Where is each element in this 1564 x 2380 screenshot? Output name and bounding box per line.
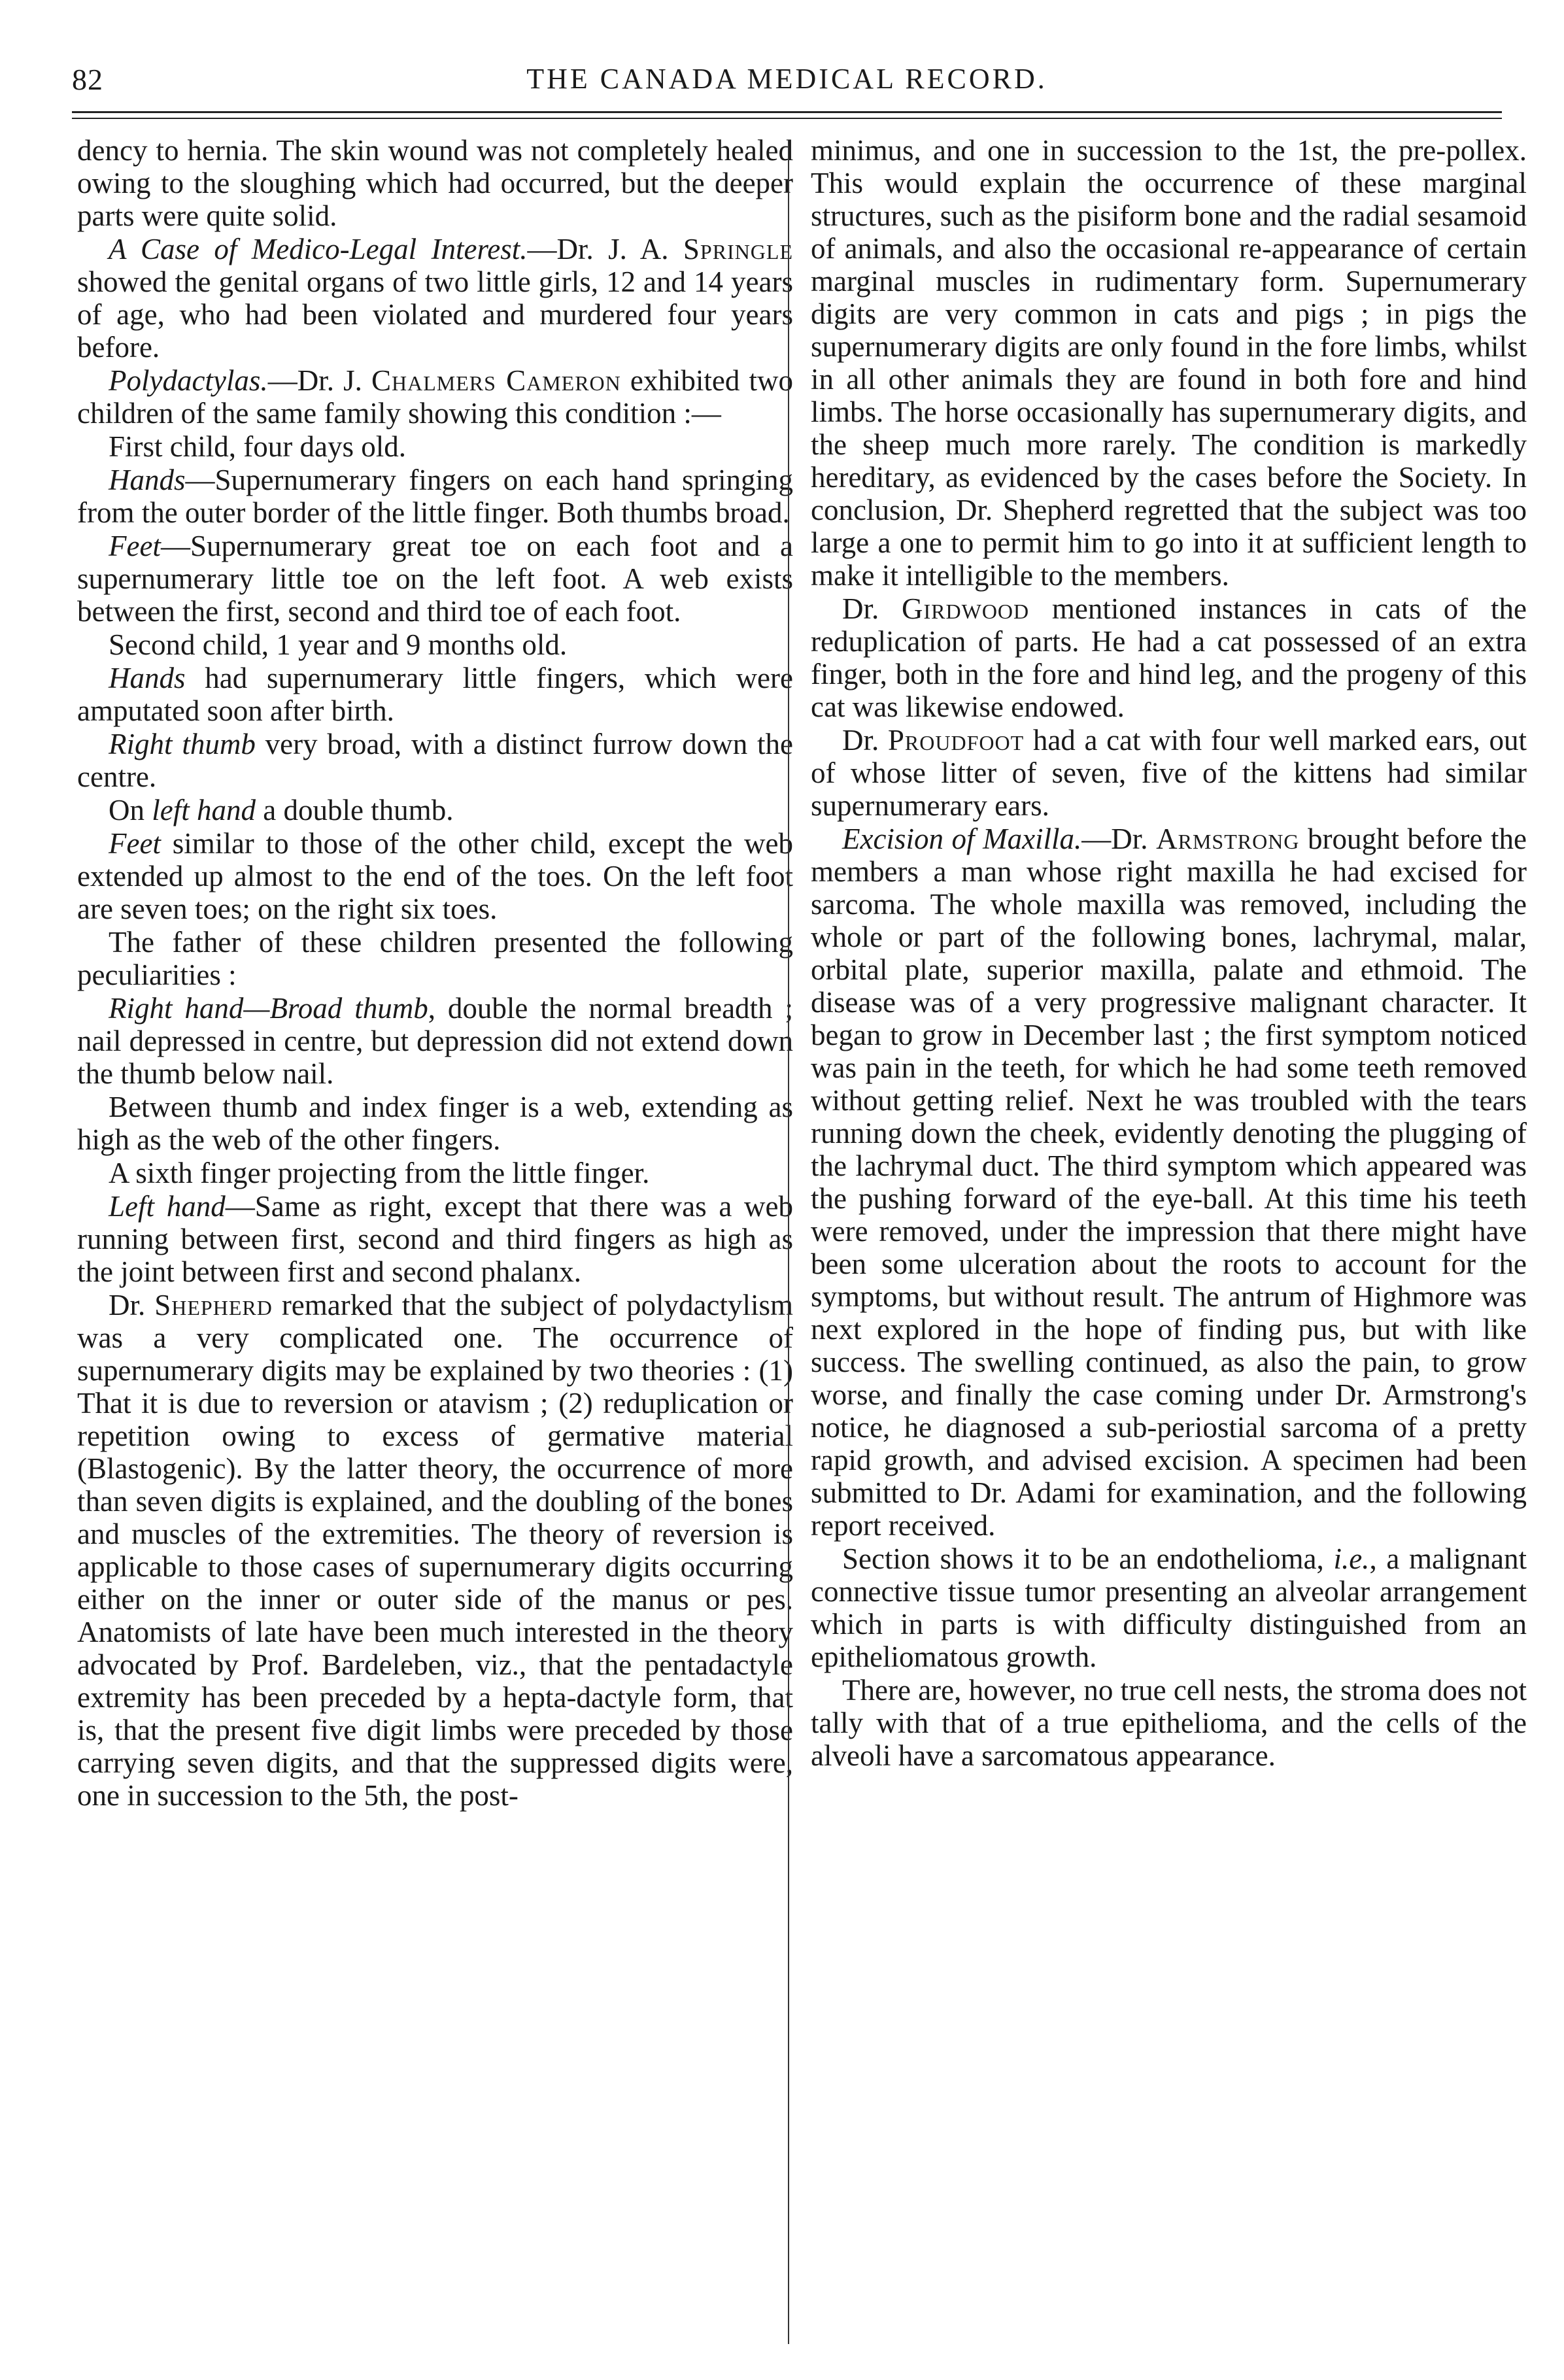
- page-number: 82: [72, 63, 103, 96]
- italic-abbreviation: i.e.: [1333, 1542, 1370, 1575]
- paragraph-text: Between thumb and index finger is a web, extending as high as the web of the other fingers.: [77, 1091, 793, 1156]
- paragraph-text: There are, however, no true cell nests, the stroma does not tally with that of a true epithelioma, and the cells of the alveoli have a sarcomatous appearance.: [811, 1674, 1527, 1772]
- section-title: Right thumb: [109, 728, 256, 760]
- author-name: Chalmers Cameron: [371, 364, 621, 397]
- author-name: Proudfoot: [887, 724, 1025, 756]
- section-title: Hands: [109, 464, 186, 496]
- section-title: Feet: [109, 530, 161, 562]
- author-name: Girdwood: [902, 592, 1030, 625]
- paragraph-text: remarked that the subject of polydactylism was a very complicated one. The occurrence of supernumerary digits may be explained by two theories : (1) That it is due to reversion or atavism ; (2) reduplication or repetition owing to excess of germative material (Blastogenic). By the latter theory, the occurrence of more than seven digits is explained, and the doubling of the bones and muscles of the extremities. The theory of reversion is applicable to those cases of supernumerary digits occurring either on the inner or outer side of the manus or pes. Anatomists of late have been much interested in the theory advocated by Prof. Bardeleben, viz., that the pentadactyle extremity has been preceded by a hepta-dactyle form, that is, that the present five digit limbs were preceded by those carrying seven digits, and that the suppressed digits were, one in succession to the 5th, the post-: [77, 1289, 793, 1812]
- paragraph-text: Second child, 1 year and 9 months old.: [109, 628, 568, 661]
- paragraph-text: Section shows it to be an endothelioma,: [842, 1542, 1334, 1575]
- section-title: Hands: [109, 662, 186, 694]
- section-title: Excision of Maxilla.: [842, 823, 1082, 855]
- paragraph-text: A sixth finger projecting from the little finger.: [109, 1157, 650, 1189]
- paragraph: [77, 794, 793, 826]
- right-column: [811, 134, 1527, 1773]
- paragraph-text: —Dr. J. A.: [527, 233, 683, 265]
- paragraph: [811, 724, 1527, 822]
- paragraph-text: —Same as right, except that there was a web running between first, second and third fingers as high as the joint between first and second phalanx.: [77, 1190, 793, 1288]
- section-title: Polydactylas.: [109, 364, 268, 397]
- paragraph: [811, 592, 1527, 723]
- paragraph-text: similar to those of the other child, except the web extended up almost to the end of the toes. On the left foot are seven toes; on the right six toes.: [77, 827, 793, 925]
- paragraph: [77, 992, 793, 1090]
- header-rule-thin: [72, 118, 1502, 119]
- paragraph: [77, 1190, 793, 1288]
- section-title: A Case of Medico-Legal Interest.: [109, 233, 528, 265]
- author-name: Springle: [683, 233, 794, 265]
- paragraph: [77, 1289, 793, 1812]
- paragraph-text: —Supernumerary fingers on each hand springing from the outer border of the little finger. Both thumbs broad.: [77, 464, 793, 529]
- section-title: Feet: [109, 827, 161, 860]
- paragraph-text: On: [109, 794, 152, 826]
- page-header: [72, 62, 1502, 114]
- paragraph-text: —Dr.: [1081, 823, 1157, 855]
- paragraph-text: minimus, and one in succession to the 1st, the pre-pollex. This would explain the occurrence of these marginal structures, such as the pisiform bone and the radial sesamoid of animals, and also the occasional re-appearance of certain marginal muscles in rudimentary form. Supernumerary digits are very common in cats and pigs ; in pigs the supernumerary digits are only found in the fore limbs, whilst in all other animals they are found in both fore and hind limbs. The horse occasionally has supernumerary digits, and the sheep much more rarely. The condition is markedly hereditary, as evidenced by the cases before the Society. In conclusion, Dr. Shepherd regretted that the subject was too large a one to permit him to go into it at sufficient length to make it intelligible to the members.: [811, 134, 1527, 592]
- paragraph-text: mentioned instances in cats of the reduplication of parts. He had a cat possessed of an extra finger, both in the fore and hind leg, and the progeny of this cat was likewise endowed.: [811, 592, 1527, 723]
- paragraph-text: —Supernumerary great toe on each foot and a supernumerary little toe on the left foot. A web exists between the first, second and third toe of each foot.: [77, 530, 793, 628]
- running-title: THE CANADA MEDICAL RECORD.: [526, 63, 1047, 95]
- paragraph-text: , double the normal breadth ; nail depressed in centre, but depression did not extend down the thumb below nail.: [77, 992, 793, 1090]
- paragraph-text: showed the genital organs of two little girls, 12 and 14 years of age, who had been violated and murdered four years before.: [77, 265, 793, 364]
- paragraph: [811, 1542, 1527, 1673]
- paragraph: [77, 233, 793, 364]
- paragraph-text: exhibited two children of the same family showing this condition :—: [77, 364, 794, 430]
- paragraph-text: a double thumb.: [255, 794, 454, 826]
- paragraph: [811, 134, 1527, 592]
- left-column: [77, 134, 793, 1812]
- paragraph: [77, 530, 793, 628]
- paragraph-text: brought before the members a man whose right maxilla he had excised for sarcoma. The whole maxilla was removed, including the whole or part of the following bones, lachrymal, malar, orbital plate, superior maxilla, palate and ethmoid. The disease was of a very progressive malignant character. It began to grow in December last ; the first symptom noticed was pain in the teeth, for which he had some teeth removed without getting relief. Next he was troubled with the tears running down the cheek, evidently denoting the plugging of the lachrymal duct. The third symptom which appeared was the pushing forward of the eye-ball. At this time his teeth were removed, under the impression that there might have been some ulceration about the roots to account for the symptoms, but without result. The antrum of Highmore was next explored in the hope of finding pus, but with like success. The swelling continued, as also the pain, to grow worse, and finally the case coming under Dr. Armstrong's notice, he diagnosed a sub-periostial sarcoma of a pretty rapid growth, and advised excision. A specimen had been submitted to Dr. Adami for examination, and the following report received.: [811, 823, 1527, 1542]
- paragraph: [77, 628, 793, 661]
- paragraph: [77, 728, 793, 793]
- paragraph: [811, 823, 1527, 1542]
- paragraph-text: had a cat with four well marked ears, out of whose litter of seven, five of the kittens had similar supernumerary ears.: [811, 724, 1527, 822]
- paragraph-text: had supernumerary little fingers, which were amputated soon after birth.: [77, 662, 793, 727]
- paragraph-text: very broad, with a distinct furrow down the centre.: [77, 728, 793, 793]
- paragraph-text: First child, four days old.: [109, 430, 406, 463]
- paragraph: [77, 134, 793, 232]
- column-divider: [788, 141, 789, 2344]
- paragraph-text: , a malignant connective tissue tumor presenting an alveolar arrangement which in parts is with difficulty distinguished from an epitheliomatous growth.: [811, 1542, 1527, 1673]
- author-name: Armstrong: [1156, 823, 1300, 855]
- paragraph: [77, 827, 793, 925]
- section-title: Left hand: [109, 1190, 226, 1223]
- paragraph-text: Dr.: [109, 1289, 155, 1321]
- paragraph: [811, 1674, 1527, 1772]
- paragraph-text: Dr.: [842, 724, 888, 756]
- author-name: Shepherd: [154, 1289, 273, 1321]
- paragraph-text: The father of these children presented the following peculiarities :: [77, 926, 793, 991]
- paragraph: [77, 926, 793, 991]
- paragraph: [77, 1091, 793, 1156]
- section-title: Right hand—Broad thumb: [109, 992, 428, 1025]
- paragraph: [77, 1157, 793, 1189]
- paragraph: [77, 364, 793, 430]
- paragraph: [77, 430, 793, 463]
- paragraph-text: —Dr. J.: [267, 364, 371, 397]
- paragraph: [77, 464, 793, 529]
- paragraph-text: Dr.: [842, 592, 902, 625]
- paragraph: [77, 662, 793, 727]
- section-title: left hand: [152, 794, 256, 826]
- header-rule: [72, 111, 1502, 113]
- paragraph-text: dency to hernia. The skin wound was not completely healed owing to the sloughing which had occurred, but the deeper parts were quite solid.: [77, 134, 793, 232]
